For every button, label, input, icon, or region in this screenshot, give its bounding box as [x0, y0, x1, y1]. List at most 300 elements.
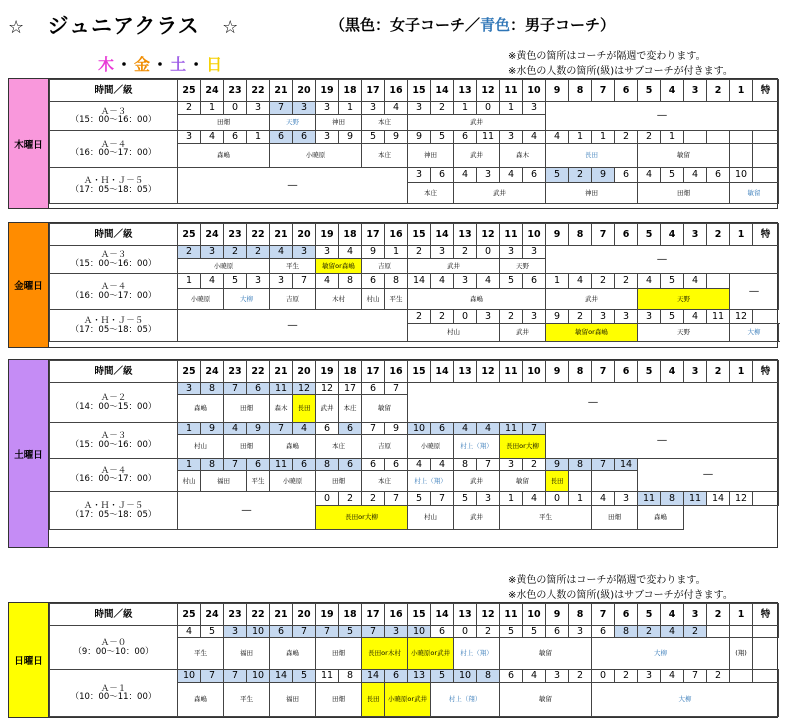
student-count: 3: [569, 626, 592, 638]
student-count: 3: [316, 102, 339, 115]
coach-name: 武井: [408, 115, 546, 131]
student-count: 6: [247, 459, 270, 471]
student-count: 13: [408, 670, 431, 683]
grade-header: 4: [661, 224, 684, 246]
header-label: 時間／級: [50, 224, 178, 246]
student-count: 6: [523, 168, 546, 183]
student-count: 4: [638, 274, 661, 289]
grade-header: 3: [684, 361, 707, 383]
class-name: Ａ－０: [100, 638, 127, 648]
coach-name: 田畑: [316, 638, 362, 670]
student-count: 2: [224, 246, 247, 259]
grade-header: 15: [408, 80, 431, 102]
class-time: （16：00～17：00）: [70, 148, 157, 158]
grade-header: 21: [270, 604, 293, 626]
coach-name: 敏留: [500, 683, 592, 717]
grade-header: 4: [661, 80, 684, 102]
student-count: 4: [293, 423, 316, 435]
student-count: ―: [730, 274, 779, 310]
coach-name: 小暁原: [408, 435, 454, 459]
empty-cell: [730, 626, 753, 638]
student-count: 4: [385, 102, 408, 115]
student-count: ―: [638, 459, 779, 492]
grade-header: 2: [707, 604, 730, 626]
saturday-schedule-table: [49, 360, 779, 530]
class-time: （17：05～18：05）: [70, 184, 157, 195]
coach-name: 本庄: [316, 435, 362, 459]
student-count: 1: [454, 102, 477, 115]
empty-cell: [707, 626, 730, 638]
student-count: 4: [684, 274, 707, 289]
student-count: 8: [454, 459, 477, 471]
student-count: 4: [546, 131, 569, 144]
coach-name: 長田or大柳: [316, 506, 408, 530]
student-count: 5: [431, 131, 454, 144]
student-count: 3: [293, 102, 316, 115]
student-count: 7: [684, 670, 707, 683]
student-count: 7: [270, 423, 293, 435]
class-time: （15：00～16：00）: [70, 115, 157, 125]
grade-header: 3: [684, 80, 707, 102]
student-count: 10: [408, 626, 431, 638]
class-time: （10：00～11：00）: [70, 692, 157, 702]
grade-header: 6: [615, 604, 638, 626]
grade-header: 18: [339, 224, 362, 246]
legend-text: ：男子コーチ）: [510, 16, 616, 34]
grade-header: 5: [638, 361, 661, 383]
grade-header: 6: [615, 80, 638, 102]
student-count: 11: [638, 492, 661, 506]
grade-header: 25: [178, 80, 201, 102]
student-count: ―: [178, 168, 408, 204]
friday-label: 金曜日: [9, 223, 49, 347]
student-count: 3: [592, 310, 615, 324]
grade-header: 12: [477, 80, 500, 102]
student-count: 9: [339, 131, 362, 144]
student-count: 3: [362, 102, 385, 115]
note-blue: ※水色の人数の箇所(級)はサブコーチが付きます。: [508, 590, 733, 601]
student-count: 14: [362, 670, 385, 683]
coach-name: 大柳: [592, 638, 730, 670]
grade-header: 17: [362, 361, 385, 383]
coach-name: 平生: [385, 289, 408, 310]
student-count: 6: [316, 423, 339, 435]
coach-name: 森木: [270, 395, 293, 423]
time-slot-label: [50, 423, 178, 459]
student-count: 3: [500, 131, 523, 144]
student-count: 9: [201, 423, 224, 435]
day-legend-item: 土: [170, 55, 187, 74]
student-count: 11: [684, 492, 707, 506]
student-count: 6: [454, 131, 477, 144]
note-yellow: ※黄色の箇所はコーチが隔週で変わります。: [508, 51, 706, 62]
student-count: 6: [431, 168, 454, 183]
grade-header: 22: [247, 361, 270, 383]
coach-name: 村山: [408, 506, 454, 530]
student-count: 4: [523, 492, 546, 506]
star-icon: ☆: [8, 17, 26, 38]
coach-name: 平生: [224, 683, 270, 717]
grade-header: 特: [753, 604, 779, 626]
coach-name: 長田: [546, 471, 569, 492]
coach-name: 吉原: [362, 259, 408, 274]
class-name: Ａ－１: [100, 683, 127, 694]
grade-header: 23: [224, 224, 247, 246]
class-time: （14：00～15：00）: [70, 401, 157, 412]
grade-header: 13: [454, 361, 477, 383]
empty-cell: [569, 471, 592, 492]
grade-header: 1: [730, 361, 753, 383]
coach-name: 福田: [270, 683, 316, 717]
coach-name: 吉原: [362, 435, 408, 459]
empty-cell: [730, 131, 753, 144]
student-count: 0: [477, 246, 500, 259]
student-count: 2: [178, 102, 201, 115]
student-count: 3: [316, 131, 339, 144]
student-count: 2: [638, 131, 661, 144]
student-count: 5: [224, 274, 247, 289]
student-count: 5: [661, 168, 684, 183]
student-count: 1: [569, 131, 592, 144]
student-count: 11: [270, 459, 293, 471]
student-count: 3: [247, 102, 270, 115]
student-count: 3: [477, 492, 500, 506]
student-count: 6: [270, 131, 293, 144]
student-count: 7: [385, 492, 408, 506]
coach-name: 武井: [454, 144, 500, 168]
student-count: 1: [661, 131, 684, 144]
student-count: 4: [638, 168, 661, 183]
grade-header: 7: [592, 224, 615, 246]
grade-header: 11: [500, 80, 523, 102]
coach-name: 森嶋: [270, 638, 316, 670]
student-count: 1: [569, 492, 592, 506]
coach-name: 武井: [546, 289, 638, 310]
class-time: （9：00～10：00）: [73, 646, 154, 657]
coach-name: 本庄: [362, 144, 408, 168]
coach-name: 森木: [500, 144, 546, 168]
student-count: 4: [431, 459, 454, 471]
student-count: 0: [224, 102, 247, 115]
coach-name: 神田: [546, 183, 638, 204]
student-count: 7: [477, 459, 500, 471]
student-count: 2: [500, 310, 523, 324]
grade-header: 21: [270, 224, 293, 246]
coach-name: 平生: [178, 638, 224, 670]
coach-name: 森嶋: [178, 395, 224, 423]
coach-name: 大柳: [592, 683, 779, 717]
student-count: 3: [638, 310, 661, 324]
student-count: 6: [362, 459, 385, 471]
sunday-schedule-table: [49, 603, 779, 717]
student-count: 2: [178, 246, 201, 259]
empty-cell: [753, 168, 779, 183]
student-count: 8: [201, 459, 224, 471]
coach-name: 木村: [316, 289, 362, 310]
grade-header: 11: [500, 604, 523, 626]
grade-header: 18: [339, 604, 362, 626]
sunday-block: [8, 602, 778, 718]
student-count: 1: [385, 246, 408, 259]
student-count: 4: [684, 168, 707, 183]
student-count: 5: [339, 626, 362, 638]
student-count: 7: [270, 102, 293, 115]
coach-name: 森嶋: [638, 506, 684, 530]
note-yellow: ※黄色の箇所はコーチが隔週で変わります。: [508, 575, 706, 586]
student-count: 12: [730, 492, 753, 506]
grade-header: 24: [201, 80, 224, 102]
student-count: 3: [408, 102, 431, 115]
student-count: 1: [339, 102, 362, 115]
grade-header: 19: [316, 224, 339, 246]
class-time: （17：05～18：05）: [70, 324, 157, 335]
grade-header: 19: [316, 361, 339, 383]
grade-header: 5: [638, 224, 661, 246]
student-count: 2: [615, 670, 638, 683]
coach-name: 小暁原or武井: [408, 638, 454, 670]
star-icon: ☆: [222, 17, 240, 38]
time-slot-label: [50, 131, 178, 168]
student-count: 4: [201, 274, 224, 289]
grade-header: 7: [592, 604, 615, 626]
coach-name: 長田or木村: [362, 638, 408, 670]
grade-header: 22: [247, 224, 270, 246]
student-count: 5: [454, 492, 477, 506]
grade-header: 9: [546, 361, 569, 383]
grade-header: 3: [684, 604, 707, 626]
grade-header: 8: [569, 224, 592, 246]
student-count: 2: [523, 459, 546, 471]
grade-header: 25: [178, 604, 201, 626]
student-count: 3: [224, 626, 247, 638]
student-count: 2: [569, 168, 592, 183]
dot-separator: ・: [116, 55, 133, 74]
student-count: 4: [500, 168, 523, 183]
coach-name: 敏留: [500, 638, 592, 670]
student-count: 3: [201, 246, 224, 259]
sunday-label: 日曜日: [9, 603, 49, 717]
legend-blue-text: 青色: [480, 16, 511, 34]
saturday-label: 土曜日: [9, 360, 49, 547]
grade-header: 16: [385, 80, 408, 102]
grade-header: 17: [362, 80, 385, 102]
student-count: 3: [178, 131, 201, 144]
student-count: 9: [546, 310, 569, 324]
student-count: 5: [661, 274, 684, 289]
student-count: 3: [477, 168, 500, 183]
coach-name: 大柳: [224, 289, 270, 310]
grade-header: 20: [293, 80, 316, 102]
student-count: 7: [431, 492, 454, 506]
student-count: 2: [431, 310, 454, 324]
coach-name: 天野: [500, 259, 546, 274]
student-count: 8: [569, 459, 592, 471]
class-name: Ａ－３: [100, 431, 127, 441]
student-count: 8: [201, 383, 224, 395]
student-count: 5: [408, 492, 431, 506]
coach-name: 福田: [201, 471, 247, 492]
student-count: 10: [730, 168, 753, 183]
student-count: 2: [477, 626, 500, 638]
coach-name: 平生: [270, 259, 316, 274]
student-count: 3: [500, 459, 523, 471]
student-count: 3: [270, 274, 293, 289]
coach-name: 本庄: [339, 395, 362, 423]
coach-name: 長田: [293, 395, 316, 423]
class-time: （16：00～17：00）: [70, 474, 157, 484]
grade-header: 5: [638, 80, 661, 102]
student-count: 10: [247, 670, 270, 683]
student-count: 2: [638, 626, 661, 638]
header-label: 時間／級: [50, 361, 178, 383]
student-count: 9: [362, 246, 385, 259]
student-count: 6: [270, 626, 293, 638]
student-count: 11: [707, 310, 730, 324]
grade-header: 10: [523, 80, 546, 102]
class-name: Ａ・Ｈ・Ｊ－５: [83, 176, 144, 186]
student-count: 7: [592, 459, 615, 471]
time-slot-label: [50, 246, 178, 274]
grade-header: 7: [592, 80, 615, 102]
student-count: 4: [661, 626, 684, 638]
grade-header: 6: [615, 361, 638, 383]
grade-header: 10: [523, 224, 546, 246]
student-count: 4: [339, 246, 362, 259]
coach-name: 田畑: [638, 183, 730, 204]
saturday-block: [8, 359, 778, 548]
friday-schedule-table: [49, 223, 779, 342]
student-count: 3: [523, 102, 546, 115]
student-count: 4: [431, 274, 454, 289]
coach-name: 天野: [638, 289, 730, 310]
student-count: 3: [523, 246, 546, 259]
coach-name: 長田: [362, 683, 385, 717]
grade-header: 16: [385, 604, 408, 626]
student-count: 1: [500, 102, 523, 115]
days-legend: [98, 52, 222, 75]
student-count: 0: [316, 492, 339, 506]
student-count: 5: [500, 626, 523, 638]
student-count: 7: [523, 423, 546, 435]
empty-cell: [707, 131, 730, 144]
grade-header: 11: [500, 361, 523, 383]
grade-header: 21: [270, 361, 293, 383]
grade-header: 15: [408, 361, 431, 383]
student-count: 1: [178, 423, 201, 435]
student-count: 1: [201, 102, 224, 115]
student-count: 1: [500, 492, 523, 506]
student-count: 7: [362, 626, 385, 638]
coach-name: 神田: [408, 144, 454, 168]
student-count: 14: [707, 492, 730, 506]
student-count: 3: [431, 246, 454, 259]
grade-header: 9: [546, 224, 569, 246]
student-count: 6: [546, 626, 569, 638]
coach-name: 村山: [408, 324, 500, 342]
empty-cell: [753, 626, 779, 638]
student-count: 4: [270, 246, 293, 259]
coach-name: 武井: [500, 324, 546, 342]
student-count: 4: [477, 274, 500, 289]
student-count: 11: [477, 131, 500, 144]
coach-name: 敏留: [638, 144, 730, 168]
grade-header: 15: [408, 604, 431, 626]
grade-header: 12: [477, 604, 500, 626]
grade-header: 2: [707, 80, 730, 102]
time-slot-label: [50, 492, 178, 530]
grade-header: 14: [431, 361, 454, 383]
student-count: 6: [500, 670, 523, 683]
student-count: 9: [408, 131, 431, 144]
student-count: 8: [477, 670, 500, 683]
time-slot-label: [50, 626, 178, 670]
student-count: 3: [293, 246, 316, 259]
student-count: 0: [477, 102, 500, 115]
student-count: 6: [362, 383, 385, 395]
student-count: 9: [546, 459, 569, 471]
student-count: 1: [546, 274, 569, 289]
student-count: 5: [293, 670, 316, 683]
coach-name: 小暁原or武井: [385, 683, 431, 717]
grade-header: 1: [730, 80, 753, 102]
grade-header: 16: [385, 361, 408, 383]
student-count: 6: [431, 626, 454, 638]
student-count: 7: [293, 274, 316, 289]
empty-cell: [753, 144, 779, 168]
empty-cell: [753, 670, 779, 683]
time-slot-label: [50, 459, 178, 492]
day-legend-item: 金: [134, 55, 151, 74]
coach-name: 福田: [224, 638, 270, 670]
coach-name: 武井: [316, 395, 339, 423]
coach-name: 小暁原: [178, 259, 270, 274]
empty-cell: [730, 670, 753, 683]
student-count: 5: [546, 168, 569, 183]
grade-header: 17: [362, 604, 385, 626]
student-count: 14: [408, 274, 431, 289]
student-count: 9: [385, 131, 408, 144]
grade-header: 8: [569, 80, 592, 102]
grade-header: 13: [454, 224, 477, 246]
student-count: 17: [339, 383, 362, 395]
student-count: 9: [247, 423, 270, 435]
student-count: 2: [247, 246, 270, 259]
student-count: ―: [178, 492, 316, 530]
student-count: 10: [454, 670, 477, 683]
grade-header: 10: [523, 361, 546, 383]
student-count: ―: [546, 102, 779, 131]
class-name: Ａ－３: [100, 250, 127, 260]
time-slot-label: [50, 383, 178, 423]
grade-header: 7: [592, 361, 615, 383]
grade-header: 8: [569, 361, 592, 383]
student-count: 6: [339, 459, 362, 471]
coach-name: 敏留: [730, 183, 779, 204]
student-count: 7: [224, 670, 247, 683]
student-count: 7: [201, 670, 224, 683]
coach-name: 小暁原: [178, 289, 224, 310]
grade-header: 12: [477, 224, 500, 246]
student-count: ―: [546, 246, 779, 274]
grade-header: 15: [408, 224, 431, 246]
student-count: 8: [661, 492, 684, 506]
legend-text: （黒色：女子コーチ／: [330, 16, 481, 34]
grade-header: 18: [339, 361, 362, 383]
student-count: 4: [178, 626, 201, 638]
time-slot-label: [50, 310, 178, 342]
student-count: 2: [615, 274, 638, 289]
grade-header: 14: [431, 604, 454, 626]
